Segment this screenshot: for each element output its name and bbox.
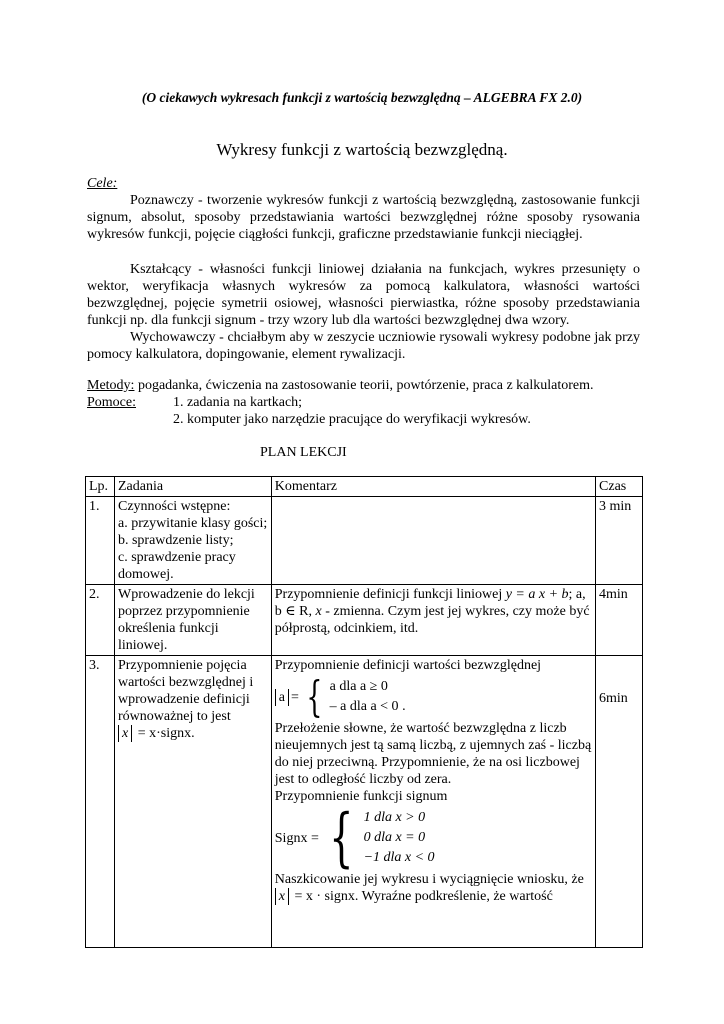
row2-time: 4min	[596, 585, 643, 656]
row3-task-formula	[118, 725, 268, 742]
row2-comment-b: ; a, b ∈ R,	[274, 587, 586, 619]
sign-lhs: Signx =	[274, 830, 319, 846]
abs-cases	[330, 677, 406, 717]
goal-educational: Kształcący - własności funkcji liniowej działania na funkcjach, wykres przesunięty o wektor, weryfikacja własnych wykresów za pomocą kalkulatora, własności wartości bezwzględnej, pojęcie symetrii osiowej, własności pierwiastka, różne sposoby przedstawiania funkcji np. dla funkcji signum - trzy wzory lub dla wartości bezwzględnej dwa wzory.	[87, 262, 640, 328]
row3-final	[275, 888, 592, 905]
row3-sketch: Naszkicowanie jej wykresu i wyciągnięcie wniosku, że	[274, 872, 584, 887]
row2-lp: 2.	[86, 585, 115, 656]
abs-case-2	[330, 697, 406, 717]
row3-comment	[271, 656, 595, 948]
row3-task	[114, 656, 271, 948]
methods-label: Metody:	[87, 378, 135, 393]
abs-case-2-text: – a dla a < 0	[329, 699, 399, 714]
aid-item-1: 1. zadania na kartkach;	[173, 395, 303, 410]
document-header: (O ciekawych wykresach funkcji z wartością bezwzględną – ALGEBRA FX 2.0)	[141, 90, 583, 105]
table-row	[86, 497, 643, 585]
document-title: Wykresy funkcji z wartością bezwzględną.	[216, 140, 508, 159]
row2-comment-c: - zmienna. Czym jest jej wykres, czy może być półprostą, odcinkiem, itd.	[274, 604, 590, 636]
lesson-plan-table	[85, 476, 643, 948]
signum-definition	[274, 801, 592, 875]
left-brace-icon: {	[328, 801, 354, 875]
plan-title: PLAN LEKCJI	[260, 445, 347, 460]
row1-task-a: a. przywitanie klasy gości;	[117, 516, 268, 531]
sign-cases	[364, 808, 435, 868]
header-time: Czas	[596, 477, 643, 497]
sign-case-3: −1 dla x < 0	[363, 850, 435, 865]
row1-task-b: b. sprawdzenie listy;	[117, 533, 234, 548]
abs-a: a	[275, 689, 289, 706]
table-row	[86, 585, 643, 656]
abs-definition	[275, 672, 592, 721]
row1-task-title: Czynności wstępne:	[117, 499, 231, 514]
equals-sign: =	[290, 689, 299, 705]
task-formula-rhs: = x·signx.	[137, 726, 195, 741]
row2-task: Wprowadzenie do lekcji poprzez przypomnienie określenia funkcji liniowej.	[114, 585, 271, 656]
abs-x: x	[118, 725, 132, 742]
goal-upbringing: Wychowawczy - chciałbym aby w zeszycie uczniowie rysowali wykresy podobne jak przy pomocy kalkulatora, dopingowanie, element rywalizacji.	[87, 330, 640, 362]
row3-verbal: Przełożenie słowne, że wartość bezwzględna z liczb nieujemnych jest tą samą liczbą, z ujemnych zaś - liczbą do niej przeciwną. Przypomnienie, że na osi liczbowej jest to odległość liczby od zera.	[274, 721, 592, 787]
row3-time	[596, 656, 643, 948]
abs-case-1: a dla a ≥ 0	[329, 679, 388, 694]
row1-task	[114, 497, 271, 585]
row3-lp: 3.	[86, 656, 115, 948]
table-row	[86, 656, 643, 948]
sign-case-2: 0 dla x = 0	[363, 830, 426, 845]
row3-time-text: 6min	[599, 691, 628, 706]
sign-case-1: 1 dla x > 0	[363, 810, 426, 825]
header-comment: Komentarz	[271, 477, 595, 497]
goal-cognitive: Poznawczy - tworzenie wykresów funkcji z wartością bezwzględną, zastosowanie funkcji signum, absolut, sposoby przedstawiania wartości bezwzględnej różne sposoby rysowania wykresów funkcji, pojęcie ciągłości funkcji, graficzne przedstawianie funkcji nieciągłej.	[87, 193, 640, 242]
row2-formula: y = a x + b	[505, 587, 569, 602]
aids-label: Pomoce:	[87, 395, 136, 410]
row3-signum-intro: Przypomnienie funkcji signum	[274, 789, 448, 804]
row3-intro: Przypomnienie definicji wartości bezwzględnej	[274, 658, 542, 673]
row1-task-c: c. sprawdzenie pracy domowej.	[117, 550, 236, 582]
goals-label: Cele:	[87, 176, 118, 191]
header-tasks: Zadania	[114, 477, 271, 497]
row3-task-text: Przypomnienie pojęcia wartości bezwzględnej i wprowadzenie definicji równoważnej to jest	[117, 658, 254, 724]
row2-comment	[271, 585, 595, 656]
row1-comment	[271, 497, 595, 585]
table-header-row	[86, 477, 643, 497]
left-brace-icon: {	[306, 672, 323, 721]
row2-var-x: x	[315, 604, 322, 619]
final-rhs: = x · signx. Wyraźne podkreślenie, że wartość	[294, 889, 553, 904]
header-lp: Lp.	[86, 477, 115, 497]
methods-text: pogadanka, ćwiczenia na zastosowanie teorii, powtórzenie, praca z kalkulatorem.	[137, 378, 594, 393]
row2-comment-a: Przypomnienie definicji funkcji liniowej	[274, 587, 506, 602]
abs-x-final: x	[275, 888, 289, 905]
row1-time: 3 min	[596, 497, 643, 585]
methods-line	[87, 377, 647, 394]
aid-item-2: 2. komputer jako narzędzie pracujące do weryfikacji wykresów.	[173, 412, 531, 427]
row1-lp: 1.	[86, 497, 115, 585]
abs-dot: .	[402, 699, 406, 714]
